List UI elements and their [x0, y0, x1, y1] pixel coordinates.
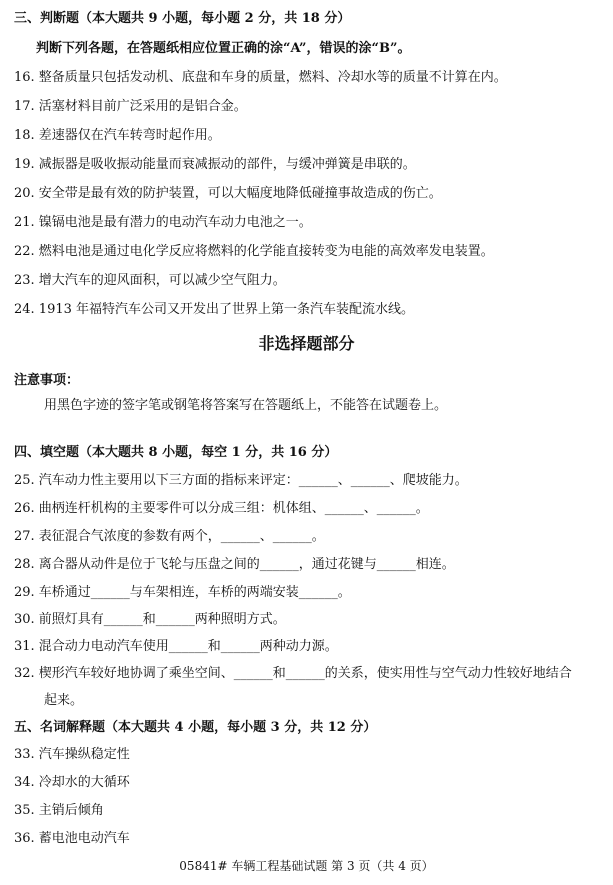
notice-label: 注意事项：	[14, 373, 80, 388]
section4-heading: 四、填空题（本大题共 8 小题，每空 1 分，共 16 分）	[14, 445, 338, 460]
page-footer: 05841# 车辆工程基础试题 第 3 页（共 4 页）	[179, 859, 434, 873]
question-20: 20. 安全带是最有效的防护装置，可以大幅度地降低碰撞事故造成的伤亡。	[14, 186, 442, 201]
section3-heading: 三、判断题（本大题共 9 小题，每小题 2 分，共 18 分）	[14, 11, 351, 26]
question-30: 30. 前照灯具有______和______两种照明方式。	[14, 612, 286, 627]
question-27: 27. 表征混合气浓度的参数有两个，______、______。	[14, 529, 325, 544]
question-32: 32. 楔形汽车较好地协调了乘坐空间、______和______的关系，使实用性与空气动力性较好地结合	[14, 666, 572, 681]
question-32-continuation: 起来。	[44, 693, 84, 708]
section5-heading: 五、名词解释题（本大题共 4 小题，每小题 3 分，共 12 分）	[14, 720, 377, 735]
question-23: 23. 增大汽车的迎风面积，可以减少空气阻力。	[14, 273, 286, 288]
question-19: 19. 减振器是吸收振动能量而衰减振动的部件，与缓冲弹簧是串联的。	[14, 157, 416, 172]
question-18: 18. 差速器仅在汽车转弯时起作用。	[14, 128, 221, 143]
question-22: 22. 燃料电池是通过电化学反应将燃料的化学能直接转变为电能的高效率发电装置。	[14, 244, 494, 259]
question-21: 21. 镍镉电池是最有潜力的电动汽车动力电池之一。	[14, 215, 312, 230]
question-35: 35. 主销后倾角	[14, 803, 104, 818]
question-17: 17. 活塞材料目前广泛采用的是铝合金。	[14, 99, 247, 114]
question-26: 26. 曲柄连杆机构的主要零件可以分成三组：机体组、______、______。	[14, 501, 429, 516]
question-33: 33. 汽车操纵稳定性	[14, 747, 130, 762]
question-36: 36. 蓄电池电动汽车	[14, 831, 130, 846]
section3-instruction: 判断下列各题，在答题纸相应位置正确的涂“A”，错误的涂“B”。	[36, 41, 411, 56]
question-31: 31. 混合动力电动汽车使用______和______两种动力源。	[14, 639, 338, 654]
question-16: 16. 整备质量只包括发动机、底盘和车身的质量，燃料、冷却水等的质量不计算在内。	[14, 70, 507, 85]
question-29: 29. 车桥通过______与车架相连，车桥的两端安装______。	[14, 585, 351, 600]
question-25: 25. 汽车动力性主要用以下三方面的指标来评定：______、______、爬坡能力。	[14, 473, 468, 488]
question-28: 28. 离合器从动件是位于飞轮与压盘之间的______，通过花键与______相连。	[14, 557, 455, 572]
question-24: 24. 1913 年福特汽车公司又开发出了世界上第一条汽车装配流水线。	[14, 302, 415, 317]
notice-text: 用黑色字迹的签字笔或钢笔将答案写在答题纸上，不能答在试题卷上。	[44, 398, 448, 413]
question-34: 34. 冷却水的大循环	[14, 775, 130, 790]
non-choice-title: 非选择题部分	[258, 334, 355, 353]
